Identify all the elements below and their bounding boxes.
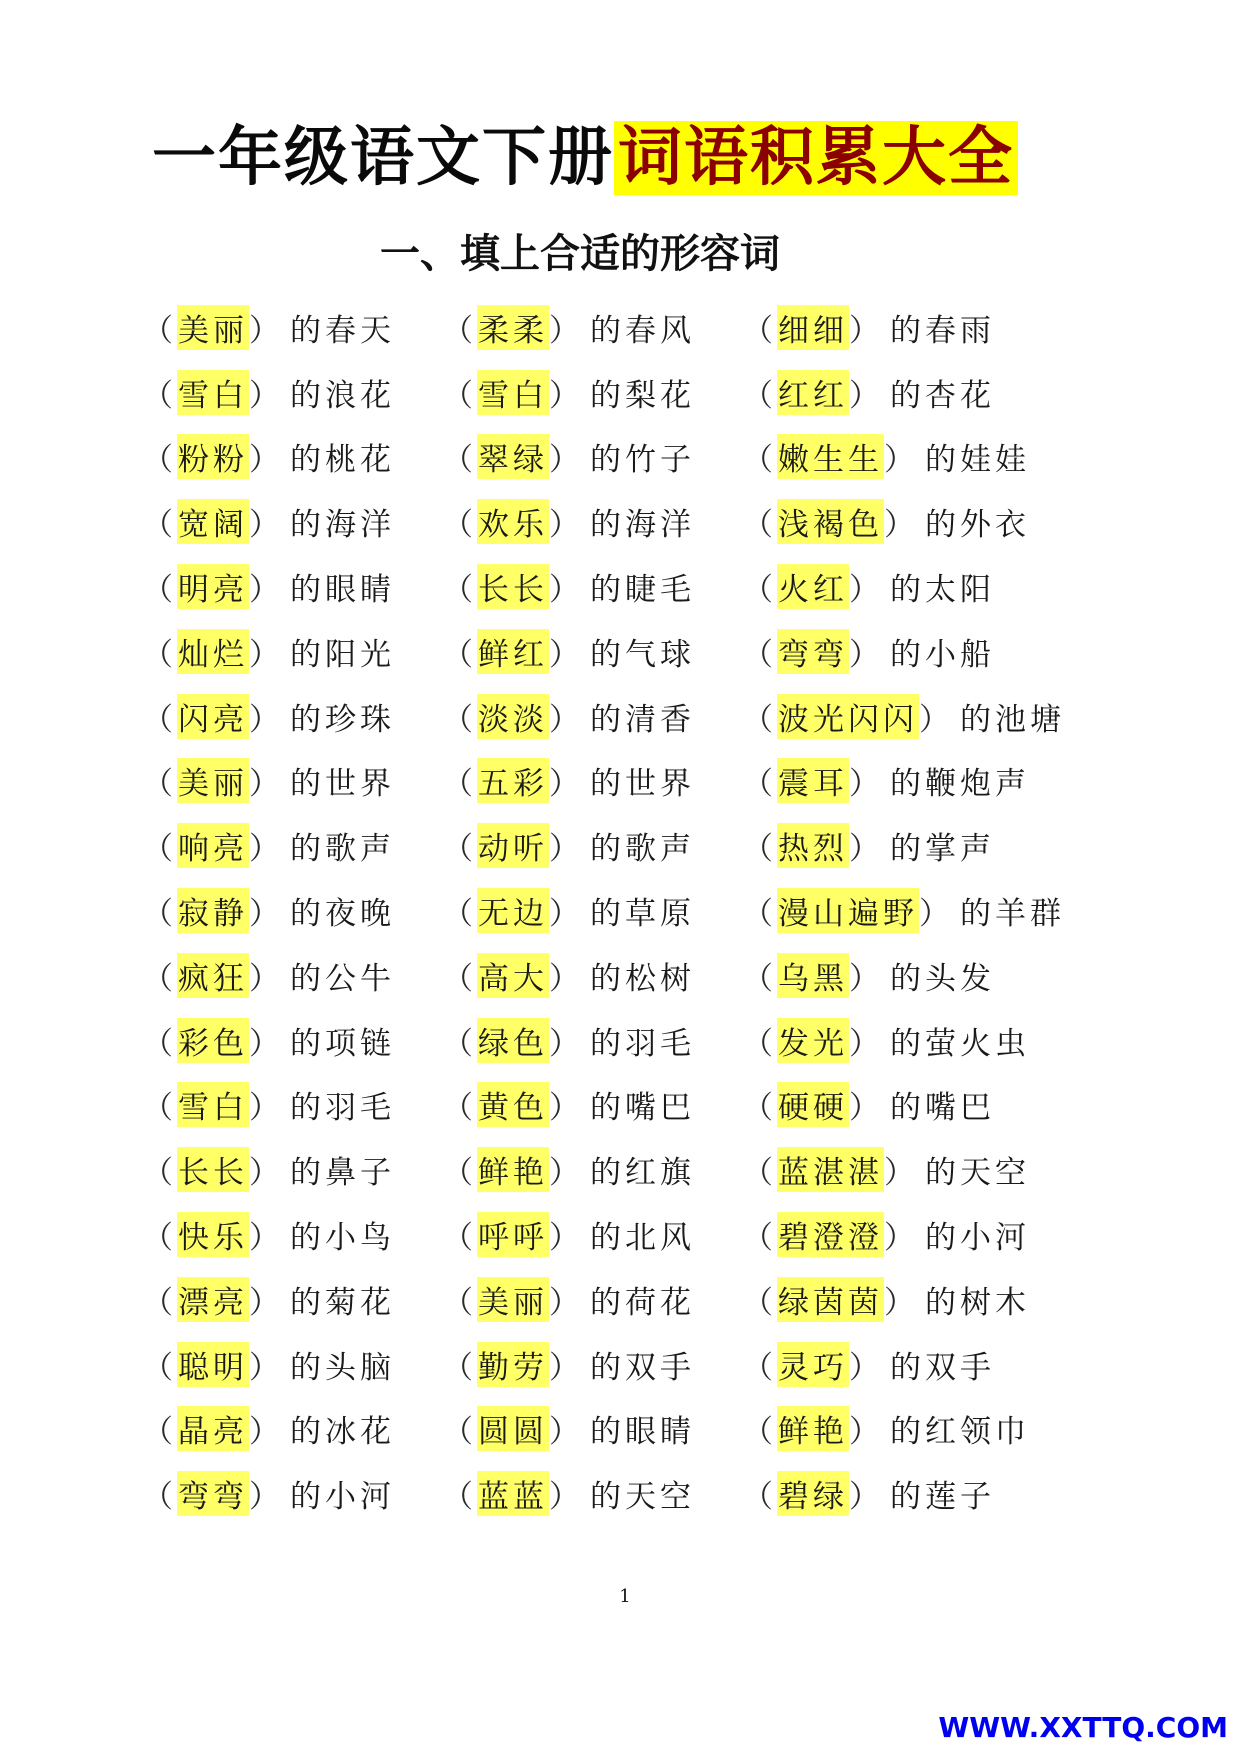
phrase-suffix: 的太阳: [890, 572, 995, 609]
phrase-suffix: 的世界: [290, 766, 395, 803]
phrase-answer: 勤劳: [477, 1342, 549, 1387]
phrase-suffix: 的清香: [590, 701, 695, 738]
phrase-answer: 长长: [477, 564, 549, 609]
phrase-item: [442, 1202, 742, 1267]
phrase-item: [742, 360, 1062, 425]
phrase-suffix: 的小河: [290, 1479, 395, 1516]
phrase-item: [142, 749, 442, 814]
phrase-suffix: 的羽毛: [290, 1090, 395, 1127]
open-paren: （: [142, 1090, 177, 1127]
open-paren: （: [142, 442, 177, 479]
phrase-suffix: 的海洋: [290, 507, 395, 544]
open-paren: （: [142, 507, 177, 544]
open-paren: （: [742, 1155, 777, 1192]
phrase-item: [442, 813, 742, 878]
open-paren: （: [142, 636, 177, 673]
phrase-item: [742, 1461, 1062, 1526]
phrase-suffix: 的鞭炮声: [890, 766, 1030, 803]
phrase-item: [442, 1073, 742, 1138]
phrase-item: [142, 554, 442, 619]
phrase-suffix: 的菊花: [290, 1284, 395, 1321]
phrase-item: [442, 1267, 742, 1332]
phrase-item: [142, 1397, 442, 1462]
phrase-item: [442, 1397, 742, 1462]
phrase-answer: 明亮: [177, 564, 249, 609]
phrase-answer: 雪白: [477, 370, 549, 415]
phrase-suffix: 的世界: [590, 766, 695, 803]
phrase-item: [742, 813, 1062, 878]
close-paren: ）: [884, 1220, 919, 1257]
phrase-suffix: 的外衣: [925, 507, 1030, 544]
open-paren: （: [442, 1479, 477, 1516]
phrase-answer: 翠绿: [477, 434, 549, 479]
page-title-plain: 一年级语文下册: [152, 121, 614, 195]
phrase-suffix: 的红旗: [590, 1155, 695, 1192]
phrase-suffix: 的萤火虫: [890, 1025, 1030, 1062]
phrase-suffix: 的歌声: [590, 831, 695, 868]
open-paren: （: [742, 701, 777, 738]
close-paren: ）: [549, 636, 584, 673]
phrase-item: [742, 1267, 1062, 1332]
phrase-suffix: 的春风: [590, 312, 695, 349]
phrase-item: [742, 1008, 1062, 1073]
phrase-suffix: 的阳光: [290, 636, 395, 673]
open-paren: （: [742, 507, 777, 544]
open-paren: （: [142, 1414, 177, 1451]
open-paren: （: [442, 636, 477, 673]
phrase-item: [742, 425, 1062, 490]
phrase-item: [442, 554, 742, 619]
phrase-answer: 圆圆: [477, 1406, 549, 1451]
phrase-item: [442, 360, 742, 425]
phrase-suffix: 的嘴巴: [590, 1090, 695, 1127]
phrase-item: [142, 360, 442, 425]
open-paren: （: [442, 507, 477, 544]
open-paren: （: [442, 1025, 477, 1062]
phrase-suffix: 的珍珠: [290, 701, 395, 738]
open-paren: （: [442, 1155, 477, 1192]
open-paren: （: [442, 377, 477, 414]
phrase-item: [142, 943, 442, 1008]
phrase-answer: 雪白: [177, 370, 249, 415]
phrase-answer: 动听: [477, 823, 549, 868]
phrase-suffix: 的春雨: [890, 312, 995, 349]
close-paren: ）: [249, 572, 284, 609]
phrase-answer: 美丽: [177, 758, 249, 803]
phrase-answer: 雪白: [177, 1082, 249, 1127]
open-paren: （: [742, 1349, 777, 1386]
close-paren: ）: [849, 1090, 884, 1127]
close-paren: ）: [549, 1479, 584, 1516]
phrase-answer: 红红: [777, 370, 849, 415]
close-paren: ）: [549, 960, 584, 997]
phrase-answer: 疯狂: [177, 953, 249, 998]
close-paren: ）: [249, 636, 284, 673]
phrase-suffix: 的竹子: [590, 442, 695, 479]
open-paren: （: [742, 896, 777, 933]
phrase-suffix: 的杏花: [890, 377, 995, 414]
phrase-answer: 黄色: [477, 1082, 549, 1127]
open-paren: （: [742, 1414, 777, 1451]
phrase-item: [142, 619, 442, 684]
close-paren: ）: [249, 1414, 284, 1451]
phrase-item: [742, 749, 1062, 814]
close-paren: ）: [549, 1025, 584, 1062]
phrase-answer: 震耳: [777, 758, 849, 803]
phrase-item: [142, 684, 442, 749]
page-title-highlight: 词语积累大全: [614, 121, 1018, 195]
phrase-item: [742, 684, 1065, 749]
phrase-answer: 淡淡: [477, 694, 549, 739]
open-paren: （: [442, 1090, 477, 1127]
phrase-item: [442, 878, 742, 943]
phrase-answer: 绿色: [477, 1018, 549, 1063]
phrase-item: [442, 489, 742, 554]
phrase-suffix: 的小船: [890, 636, 995, 673]
open-paren: （: [142, 701, 177, 738]
close-paren: ）: [249, 1284, 284, 1321]
phrase-item: [742, 1332, 1062, 1397]
close-paren: ）: [249, 1220, 284, 1257]
close-paren: ）: [249, 960, 284, 997]
phrase-suffix: 的桃花: [290, 442, 395, 479]
phrase-item: [742, 489, 1062, 554]
phrase-item: [442, 295, 742, 360]
phrase-item: [442, 749, 742, 814]
close-paren: ）: [249, 442, 284, 479]
open-paren: （: [142, 572, 177, 609]
phrase-answer: 发光: [777, 1018, 849, 1063]
phrase-suffix: 的双手: [590, 1349, 695, 1386]
close-paren: ）: [549, 507, 584, 544]
phrase-suffix: 的娃娃: [925, 442, 1030, 479]
phrase-item: [142, 1073, 442, 1138]
open-paren: （: [442, 442, 477, 479]
phrase-answer: 美丽: [477, 1277, 549, 1322]
phrase-answer: 波光闪闪: [777, 694, 919, 739]
phrase-answer: 灵巧: [777, 1342, 849, 1387]
close-paren: ）: [919, 896, 954, 933]
watermark: WWW.XXTTQ.COM: [938, 1711, 1228, 1744]
phrase-answer: 呼呼: [477, 1212, 549, 1257]
phrase-suffix: 的莲子: [890, 1479, 995, 1516]
close-paren: ）: [249, 1349, 284, 1386]
close-paren: ）: [249, 766, 284, 803]
phrase-suffix: 的小河: [925, 1220, 1030, 1257]
open-paren: （: [742, 1025, 777, 1062]
phrase-answer: 绿茵茵: [777, 1277, 884, 1322]
close-paren: ）: [249, 312, 284, 349]
phrase-answer: 闪亮: [177, 694, 249, 739]
close-paren: ）: [549, 1155, 584, 1192]
open-paren: （: [742, 766, 777, 803]
phrase-answer: 柔柔: [477, 305, 549, 350]
phrase-item: [742, 878, 1065, 943]
open-paren: （: [142, 896, 177, 933]
open-paren: （: [142, 377, 177, 414]
phrase-item: [442, 1332, 742, 1397]
open-paren: （: [442, 1284, 477, 1321]
phrase-suffix: 的嘴巴: [890, 1090, 995, 1127]
close-paren: ）: [549, 766, 584, 803]
close-paren: ）: [549, 572, 584, 609]
phrase-answer: 蓝蓝: [477, 1471, 549, 1516]
phrase-item: [142, 1461, 442, 1526]
phrase-suffix: 的荷花: [590, 1284, 695, 1321]
open-paren: （: [442, 701, 477, 738]
phrase-item: [142, 1137, 442, 1202]
close-paren: ）: [884, 442, 919, 479]
close-paren: ）: [249, 831, 284, 868]
phrase-answer: 乌黑: [777, 953, 849, 998]
phrase-item: [142, 1267, 442, 1332]
close-paren: ）: [549, 1220, 584, 1257]
phrase-suffix: 的红领巾: [890, 1414, 1030, 1451]
close-paren: ）: [849, 312, 884, 349]
phrase-suffix: 的头脑: [290, 1349, 395, 1386]
close-paren: ）: [849, 572, 884, 609]
phrase-answer: 热烈: [777, 823, 849, 868]
open-paren: （: [442, 960, 477, 997]
phrase-answer: 五彩: [477, 758, 549, 803]
close-paren: ）: [549, 1414, 584, 1451]
close-paren: ）: [849, 960, 884, 997]
open-paren: （: [142, 831, 177, 868]
phrase-answer: 弯弯: [777, 629, 849, 674]
phrase-suffix: 的海洋: [590, 507, 695, 544]
phrase-answer: 晶亮: [177, 1406, 249, 1451]
phrase-suffix: 的树木: [925, 1284, 1030, 1321]
phrase-answer: 嫩生生: [777, 434, 884, 479]
phrase-suffix: 的池塘: [960, 701, 1065, 738]
phrase-answer: 灿烂: [177, 629, 249, 674]
close-paren: ）: [249, 1155, 284, 1192]
phrase-answer: 快乐: [177, 1212, 249, 1257]
phrase-suffix: 的草原: [590, 896, 695, 933]
phrase-item: [142, 295, 442, 360]
open-paren: （: [742, 1284, 777, 1321]
open-paren: （: [142, 312, 177, 349]
open-paren: （: [142, 1025, 177, 1062]
phrase-item: [742, 1202, 1062, 1267]
phrase-item: [742, 1137, 1062, 1202]
open-paren: （: [742, 960, 777, 997]
open-paren: （: [442, 896, 477, 933]
phrase-suffix: 的小鸟: [290, 1220, 395, 1257]
phrase-answer: 聪明: [177, 1342, 249, 1387]
close-paren: ）: [549, 377, 584, 414]
close-paren: ）: [849, 1025, 884, 1062]
phrase-item: [442, 1137, 742, 1202]
phrase-suffix: 的冰花: [290, 1414, 395, 1451]
phrase-answer: 粉粉: [177, 434, 249, 479]
phrase-item: [742, 295, 1062, 360]
phrase-answer: 浅褐色: [777, 499, 884, 544]
open-paren: （: [142, 960, 177, 997]
phrase-answer: 鲜艳: [477, 1147, 549, 1192]
open-paren: （: [742, 1479, 777, 1516]
close-paren: ）: [849, 766, 884, 803]
section-heading: [380, 226, 780, 282]
phrase-suffix: 的项链: [290, 1025, 395, 1062]
open-paren: （: [442, 831, 477, 868]
open-paren: （: [142, 1349, 177, 1386]
phrase-answer: 碧澄澄: [777, 1212, 884, 1257]
phrase-item: [142, 489, 442, 554]
phrase-suffix: 的梨花: [590, 377, 695, 414]
open-paren: （: [442, 1349, 477, 1386]
open-paren: （: [742, 636, 777, 673]
close-paren: ）: [884, 507, 919, 544]
open-paren: （: [742, 831, 777, 868]
phrase-suffix: 的掌声: [890, 831, 995, 868]
phrase-suffix: 的眼睛: [590, 1414, 695, 1451]
close-paren: ）: [849, 636, 884, 673]
close-paren: ）: [549, 1349, 584, 1386]
phrase-suffix: 的睫毛: [590, 572, 695, 609]
phrase-item: [742, 1397, 1062, 1462]
close-paren: ）: [549, 896, 584, 933]
phrase-item: [142, 1008, 442, 1073]
phrase-item: [742, 1073, 1062, 1138]
close-paren: ）: [919, 701, 954, 738]
phrase-answer: 美丽: [177, 305, 249, 350]
close-paren: ）: [549, 831, 584, 868]
close-paren: ）: [249, 507, 284, 544]
phrase-answer: 漫山遍野: [777, 888, 919, 933]
close-paren: ）: [549, 1284, 584, 1321]
open-paren: （: [442, 572, 477, 609]
phrase-suffix: 的公牛: [290, 960, 395, 997]
phrase-item: [142, 425, 442, 490]
close-paren: ）: [249, 1479, 284, 1516]
close-paren: ）: [549, 312, 584, 349]
phrase-suffix: 的气球: [590, 636, 695, 673]
close-paren: ）: [849, 1349, 884, 1386]
phrase-answer: 弯弯: [177, 1471, 249, 1516]
close-paren: ）: [849, 1479, 884, 1516]
close-paren: ）: [884, 1284, 919, 1321]
phrase-suffix: 的双手: [890, 1349, 995, 1386]
phrase-answer: 宽阔: [177, 499, 249, 544]
phrase-answer: 细细: [777, 305, 849, 350]
phrase-answer: 长长: [177, 1147, 249, 1192]
open-paren: （: [142, 1479, 177, 1516]
close-paren: ）: [849, 831, 884, 868]
phrase-item: [742, 943, 1062, 1008]
close-paren: ）: [549, 442, 584, 479]
phrase-suffix: 的羊群: [960, 896, 1065, 933]
phrase-item: [442, 1461, 742, 1526]
open-paren: （: [742, 312, 777, 349]
close-paren: ）: [849, 1414, 884, 1451]
open-paren: （: [742, 377, 777, 414]
phrase-suffix: 的眼睛: [290, 572, 395, 609]
phrase-answer: 蓝湛湛: [777, 1147, 884, 1192]
close-paren: ）: [549, 1090, 584, 1127]
open-paren: （: [742, 442, 777, 479]
open-paren: （: [742, 1090, 777, 1127]
phrase-item: [442, 943, 742, 1008]
close-paren: ）: [884, 1155, 919, 1192]
phrase-item: [142, 878, 442, 943]
close-paren: ）: [549, 701, 584, 738]
phrase-suffix: 的夜晚: [290, 896, 395, 933]
phrase-item: [442, 619, 742, 684]
phrase-answer: 碧绿: [777, 1471, 849, 1516]
phrase-item: [442, 1008, 742, 1073]
section-heading-text: 一、填上合适的形容词: [380, 231, 780, 277]
phrase-suffix: 的羽毛: [590, 1025, 695, 1062]
phrase-answer: 火红: [777, 564, 849, 609]
phrase-grid: [142, 295, 1065, 1526]
phrase-answer: 欢乐: [477, 499, 549, 544]
phrase-item: [742, 554, 1062, 619]
phrase-answer: 彩色: [177, 1018, 249, 1063]
open-paren: （: [142, 1220, 177, 1257]
phrase-item: [142, 1332, 442, 1397]
open-paren: （: [142, 766, 177, 803]
phrase-item: [742, 619, 1062, 684]
phrase-suffix: 的浪花: [290, 377, 395, 414]
close-paren: ）: [249, 377, 284, 414]
open-paren: （: [742, 572, 777, 609]
phrase-suffix: 的春天: [290, 312, 395, 349]
close-paren: ）: [849, 377, 884, 414]
close-paren: ）: [249, 896, 284, 933]
phrase-suffix: 的天空: [590, 1479, 695, 1516]
page-title: [0, 118, 1170, 198]
close-paren: ）: [249, 1090, 284, 1127]
phrase-answer: 响亮: [177, 823, 249, 868]
phrase-suffix: 的头发: [890, 960, 995, 997]
phrase-item: [142, 1202, 442, 1267]
close-paren: ）: [249, 701, 284, 738]
phrase-answer: 漂亮: [177, 1277, 249, 1322]
phrase-suffix: 的天空: [925, 1155, 1030, 1192]
phrase-answer: 鲜红: [477, 629, 549, 674]
open-paren: （: [442, 1414, 477, 1451]
phrase-suffix: 的歌声: [290, 831, 395, 868]
phrase-answer: 鲜艳: [777, 1406, 849, 1451]
phrase-item: [442, 684, 742, 749]
open-paren: （: [442, 766, 477, 803]
open-paren: （: [442, 1220, 477, 1257]
phrase-answer: 硬硬: [777, 1082, 849, 1127]
phrase-suffix: 的北风: [590, 1220, 695, 1257]
open-paren: （: [442, 312, 477, 349]
phrase-item: [442, 425, 742, 490]
phrase-item: [142, 813, 442, 878]
open-paren: （: [142, 1155, 177, 1192]
open-paren: （: [742, 1220, 777, 1257]
phrase-answer: 无边: [477, 888, 549, 933]
phrase-answer: 高大: [477, 953, 549, 998]
open-paren: （: [142, 1284, 177, 1321]
page-number: 1: [619, 1586, 631, 1607]
close-paren: ）: [249, 1025, 284, 1062]
phrase-answer: 寂静: [177, 888, 249, 933]
phrase-suffix: 的松树: [590, 960, 695, 997]
phrase-suffix: 的鼻子: [290, 1155, 395, 1192]
